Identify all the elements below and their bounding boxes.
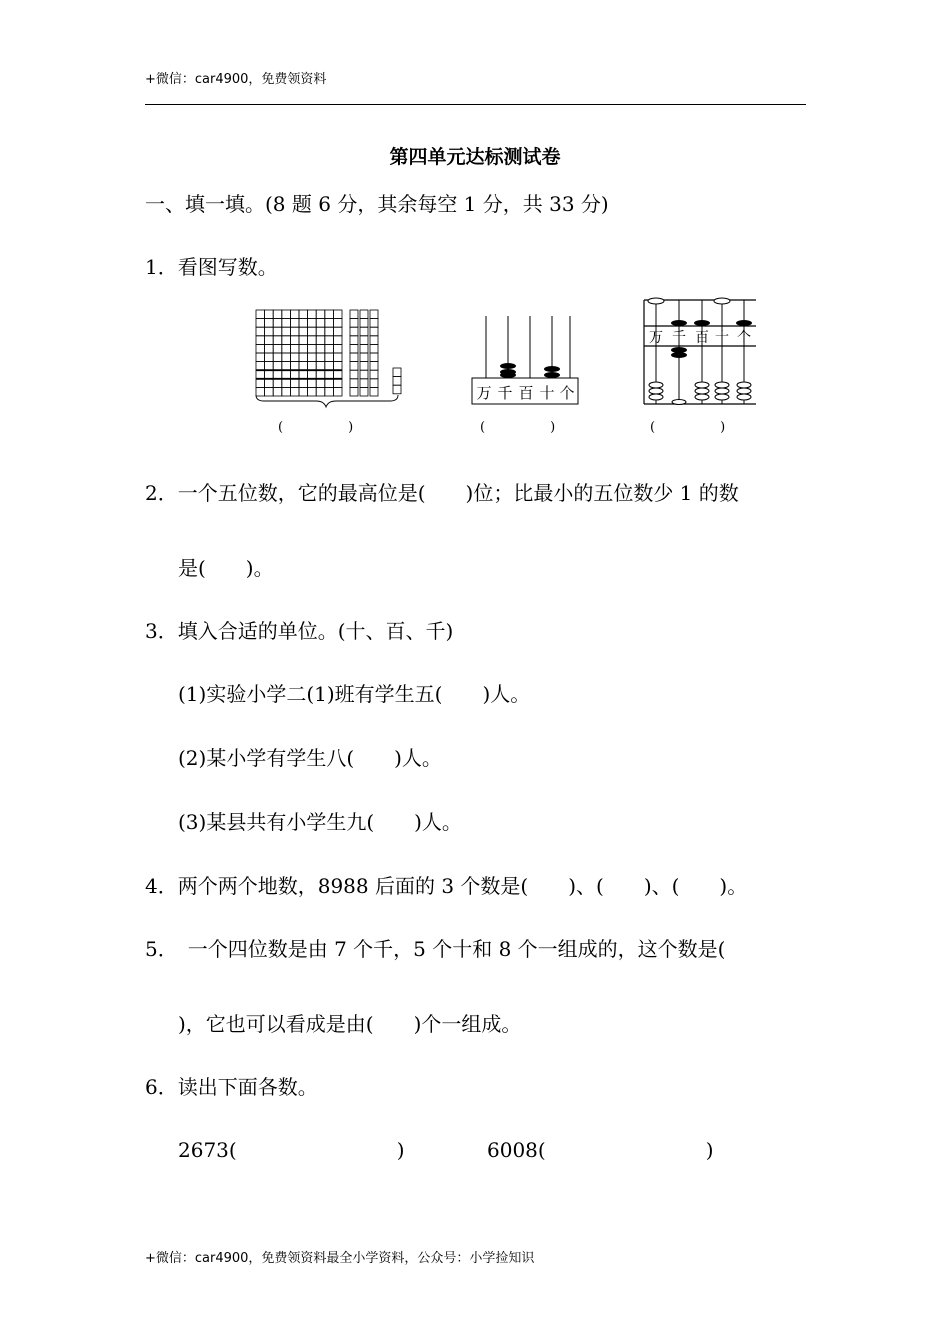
hundred-block-cell bbox=[273, 310, 282, 319]
hundred-block-cell bbox=[308, 319, 317, 328]
ten-rod-cell bbox=[370, 319, 378, 328]
ten-rod-cell bbox=[360, 336, 368, 345]
abacus-bead bbox=[544, 366, 560, 372]
hundred-block-cell bbox=[256, 353, 265, 362]
abacus-bead bbox=[544, 372, 560, 378]
hundred-block-cell bbox=[265, 370, 274, 379]
ten-rod-cell bbox=[360, 362, 368, 371]
hundred-block-cell bbox=[282, 327, 291, 336]
question-4: 4．两个两个地数，8988 后面的 3 个数是( )、( )、( )。 bbox=[145, 874, 748, 898]
hundred-block-cell bbox=[290, 344, 299, 353]
ten-rod-cell bbox=[350, 319, 358, 328]
hundred-block-cell bbox=[290, 362, 299, 371]
hundred-block-cell bbox=[299, 336, 308, 345]
ten-rod-cell bbox=[350, 336, 358, 345]
question-6: 6．读出下面各数。 bbox=[145, 1075, 318, 1099]
hundred-block-cell bbox=[316, 370, 325, 379]
hundred-block-cell bbox=[316, 310, 325, 319]
hundred-block-cell bbox=[265, 310, 274, 319]
abacus-bead bbox=[695, 388, 709, 394]
hundred-block-cell bbox=[308, 327, 317, 336]
hundred-block-cell bbox=[290, 319, 299, 328]
question-2-line-1: 2．一个五位数，它的最高位是( )位；比最小的五位数少 1 的数 bbox=[145, 481, 739, 505]
ten-rod-cell bbox=[370, 387, 378, 396]
hundred-block-cell bbox=[325, 353, 334, 362]
hundred-block-cell bbox=[273, 327, 282, 336]
hundred-block-cell bbox=[308, 387, 317, 396]
ten-rod-cell bbox=[370, 362, 378, 371]
ten-rod-cell bbox=[360, 310, 368, 319]
abacus-bead bbox=[695, 394, 709, 400]
hundred-block-cell bbox=[273, 336, 282, 345]
hundred-block-cell bbox=[325, 319, 334, 328]
abacus-1-label-wan: 万 bbox=[476, 384, 492, 402]
abacus-bead bbox=[672, 400, 686, 405]
hundred-block-cell bbox=[333, 327, 342, 336]
hundred-block-cell bbox=[273, 387, 282, 396]
question-1: 1．看图写数。 bbox=[145, 255, 278, 279]
hundred-block-cell bbox=[282, 319, 291, 328]
ten-rod-cell bbox=[360, 370, 368, 379]
hundred-block-cell bbox=[299, 370, 308, 379]
abacus-1-label-qian: 千 bbox=[497, 384, 513, 402]
ten-rod-cell bbox=[350, 379, 358, 388]
ten-rod-cell bbox=[360, 319, 368, 328]
hundred-block-cell bbox=[256, 344, 265, 353]
ten-rod-cell bbox=[360, 387, 368, 396]
unit-cube bbox=[393, 368, 401, 377]
abacus-bead bbox=[671, 352, 687, 358]
ten-rod-cell bbox=[350, 327, 358, 336]
abacus-bead bbox=[695, 382, 709, 388]
ten-rods bbox=[350, 310, 378, 396]
abacus-bead bbox=[649, 388, 663, 394]
ten-rod-cell bbox=[370, 344, 378, 353]
abacus-bead bbox=[715, 394, 729, 400]
abacus-1-label-ge: 个 bbox=[559, 384, 575, 402]
abacus-2-label-ge: 个 bbox=[737, 330, 751, 346]
question-3-sub-2: (2)某小学有学生八( )人。 bbox=[178, 746, 442, 770]
question-2-line-2: 是( )。 bbox=[178, 556, 274, 580]
ten-rod-cell bbox=[350, 370, 358, 379]
abacus-bead bbox=[694, 320, 710, 326]
ten-rod-cell bbox=[360, 379, 368, 388]
hundred-block-cell bbox=[308, 353, 317, 362]
unit-cube bbox=[393, 385, 401, 394]
hundred-block-cell bbox=[273, 370, 282, 379]
ten-rod-cell bbox=[360, 327, 368, 336]
question-3: 3．填入合适的单位。(十、百、千) bbox=[145, 619, 454, 643]
abacus-1-figure bbox=[470, 314, 582, 408]
hundred-block-cell bbox=[325, 310, 334, 319]
ten-rod-cell bbox=[350, 362, 358, 371]
hundred-block-cell bbox=[299, 344, 308, 353]
hundred-block-cell bbox=[256, 370, 265, 379]
ten-rod-cell bbox=[370, 370, 378, 379]
hundred-block-cell bbox=[273, 379, 282, 388]
abacus-bead bbox=[500, 363, 516, 369]
hundred-block-cell bbox=[325, 336, 334, 345]
hundred-block-cell bbox=[282, 362, 291, 371]
hundred-block-cell bbox=[316, 353, 325, 362]
abacus-bead bbox=[715, 382, 729, 388]
hundred-block-cell bbox=[256, 336, 265, 345]
abacus-1-label-shi: 十 bbox=[539, 384, 555, 402]
abacus-bead bbox=[671, 320, 687, 326]
hundred-block-cell bbox=[316, 319, 325, 328]
ten-rod-cell bbox=[370, 327, 378, 336]
hundred-block-cell bbox=[265, 336, 274, 345]
hundred-block-cell bbox=[282, 344, 291, 353]
abacus-bead bbox=[737, 388, 751, 394]
unit-cubes bbox=[393, 368, 401, 394]
hundred-block-cell bbox=[325, 344, 334, 353]
hundred-block-cell bbox=[256, 310, 265, 319]
abacus-2-label-shi: 十 bbox=[715, 330, 729, 346]
hundred-block-cell bbox=[273, 353, 282, 362]
hundred-block-cell bbox=[325, 327, 334, 336]
hundred-block-cell bbox=[333, 387, 342, 396]
abacus-2-label-bai: 百 bbox=[695, 330, 709, 346]
hundred-block-cell bbox=[333, 336, 342, 345]
hundred-block-cell bbox=[256, 379, 265, 388]
hundred-block-cell bbox=[325, 379, 334, 388]
abacus-2-label-qian: 千 bbox=[672, 330, 686, 346]
question-3-sub-3: (3)某县共有小学生九( )人。 bbox=[178, 810, 462, 834]
hundred-block-cell bbox=[308, 379, 317, 388]
hundred-block-cell bbox=[290, 387, 299, 396]
ten-rod-cell bbox=[350, 344, 358, 353]
abacus-bead bbox=[648, 298, 664, 304]
hundred-block-cell bbox=[333, 319, 342, 328]
ten-rod-cell bbox=[350, 353, 358, 362]
ten-rod-cell bbox=[360, 344, 368, 353]
hundred-block-cell bbox=[299, 353, 308, 362]
abacus-2-figure bbox=[642, 294, 758, 410]
hundred-block-cell bbox=[265, 344, 274, 353]
section-heading: 一、填一填。(8 题 6 分，其余每空 1 分，共 33 分) bbox=[145, 192, 609, 216]
blocks-answer-blank: ( ) bbox=[278, 420, 354, 435]
unit-cube bbox=[393, 377, 401, 386]
hundred-block-cell bbox=[299, 310, 308, 319]
abacus-2-label-wan: 万 bbox=[649, 330, 663, 346]
footer-text: +微信：car4900，免费领资料最全小学资料，公众号：小学捡知识 bbox=[145, 1251, 535, 1266]
hundred-block-cell bbox=[256, 387, 265, 396]
hundred-block-cell bbox=[308, 370, 317, 379]
hundred-block-cell bbox=[299, 327, 308, 336]
question-6-item-1: 2673( ) bbox=[178, 1138, 405, 1162]
hundred-block-cell bbox=[290, 370, 299, 379]
hundred-block-cell bbox=[256, 319, 265, 328]
hundred-block-cell bbox=[273, 344, 282, 353]
ten-rod-cell bbox=[370, 379, 378, 388]
hundred-block-cell bbox=[316, 387, 325, 396]
abacus-1-label-bai: 百 bbox=[518, 384, 534, 402]
abacus-bead bbox=[715, 388, 729, 394]
hundred-block-cell bbox=[256, 327, 265, 336]
hundred-block-cell bbox=[265, 362, 274, 371]
abacus-bead bbox=[737, 394, 751, 400]
hundred-block-cell bbox=[290, 353, 299, 362]
abacus-bead bbox=[737, 382, 751, 388]
hundred-block-cell bbox=[325, 387, 334, 396]
ten-rod-cell bbox=[350, 310, 358, 319]
page-title: 第四单元达标测试卷 bbox=[389, 146, 561, 168]
hundred-block-cell bbox=[273, 319, 282, 328]
hundred-block-cell bbox=[290, 310, 299, 319]
hundred-block-cell bbox=[265, 319, 274, 328]
hundred-block-cell bbox=[282, 387, 291, 396]
hundred-block-cell bbox=[316, 336, 325, 345]
hundred-block-cell bbox=[299, 362, 308, 371]
ten-rod-cell bbox=[370, 310, 378, 319]
hundred-block-cell bbox=[308, 310, 317, 319]
hundred-block-cell bbox=[308, 336, 317, 345]
question-5-line-1: 5． 一个四位数是由 7 个千，5 个十和 8 个一组成的，这个数是( bbox=[145, 937, 726, 961]
hundred-block-cell bbox=[290, 379, 299, 388]
hundred-block-cell bbox=[265, 379, 274, 388]
hundred-block-cell bbox=[333, 379, 342, 388]
ten-rod-cell bbox=[360, 353, 368, 362]
abacus-bead bbox=[649, 394, 663, 400]
hundred-block-cell bbox=[265, 327, 274, 336]
hundred-block-cell bbox=[333, 370, 342, 379]
hundred-block-cell bbox=[273, 362, 282, 371]
hundred-block-cell bbox=[333, 353, 342, 362]
hundred-block-cell bbox=[308, 344, 317, 353]
hundred-block-cell bbox=[282, 379, 291, 388]
hundred-block-cell bbox=[325, 362, 334, 371]
ten-rod-cell bbox=[350, 387, 358, 396]
hundred-block-cell bbox=[282, 370, 291, 379]
hundred-block-cell bbox=[316, 344, 325, 353]
base-ten-blocks-figure bbox=[250, 306, 410, 410]
abacus-bead bbox=[500, 372, 516, 378]
hundred-block-cell bbox=[299, 319, 308, 328]
question-3-sub-1: (1)实验小学二(1)班有学生五( )人。 bbox=[178, 682, 531, 706]
hundred-block-cell bbox=[282, 310, 291, 319]
ten-rod-cell bbox=[370, 353, 378, 362]
abacus-bead bbox=[649, 382, 663, 388]
hundred-block-cell bbox=[282, 336, 291, 345]
hundred-block-cell bbox=[290, 336, 299, 345]
header-text: +微信：car4900，免费领资料 bbox=[145, 72, 327, 87]
question-5-line-2: )，它也可以看成是由( )个一组成。 bbox=[178, 1012, 522, 1036]
header-divider bbox=[145, 104, 806, 105]
hundred-block-cell bbox=[299, 387, 308, 396]
hundred-block-cell bbox=[325, 370, 334, 379]
abacus-bead bbox=[714, 298, 730, 304]
hundred-block-cell bbox=[282, 353, 291, 362]
ten-rod-cell bbox=[370, 336, 378, 345]
hundred-block-cell bbox=[265, 353, 274, 362]
curly-brace bbox=[256, 395, 398, 407]
abacus-2-answer-blank: ( ) bbox=[650, 420, 726, 435]
hundred-block-cell bbox=[316, 327, 325, 336]
question-6-item-2: 6008( ) bbox=[487, 1138, 714, 1162]
hundred-block-cell bbox=[316, 379, 325, 388]
hundred-block-cell bbox=[333, 310, 342, 319]
hundred-block-cell bbox=[333, 362, 342, 371]
abacus-1-answer-blank: ( ) bbox=[480, 420, 556, 435]
hundred-block-cell bbox=[290, 327, 299, 336]
hundred-block bbox=[256, 310, 342, 396]
hundred-block-cell bbox=[265, 387, 274, 396]
abacus-bead bbox=[736, 320, 752, 326]
hundred-block-cell bbox=[256, 362, 265, 371]
hundred-block-cell bbox=[299, 379, 308, 388]
hundred-block-cell bbox=[316, 362, 325, 371]
hundred-block-cell bbox=[308, 362, 317, 371]
hundred-block-cell bbox=[333, 344, 342, 353]
